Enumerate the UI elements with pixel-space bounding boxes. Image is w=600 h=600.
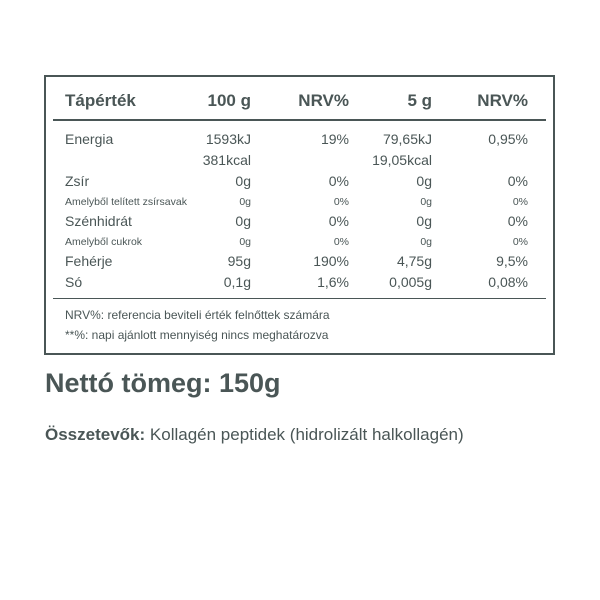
row-nrv-5g: 0%: [512, 236, 528, 248]
table-row: [46, 213, 553, 233]
table-row: [46, 131, 553, 151]
row-nrv-100g: 190%: [313, 253, 349, 269]
row-value-5g: 79,65kJ: [382, 131, 432, 147]
ingredients: [45, 425, 464, 445]
row-value-100g: 0g: [235, 173, 251, 189]
row-value-5g: 19,05kcal: [372, 152, 432, 168]
nutrition-table: [44, 75, 555, 355]
header-nrv-100g: NRV%: [298, 91, 349, 110]
row-label: Energia: [65, 131, 114, 147]
header-divider: [53, 119, 546, 121]
ingredients-text: Kollagén peptidek (hidrolizált halkollagén): [145, 425, 464, 444]
row-nrv-5g: 0,95%: [488, 131, 528, 147]
footnote-not-set: **%: napi ajánlott mennyiség nincs meghatározva: [65, 328, 329, 342]
header-per-5g: 5 g: [407, 91, 432, 110]
row-value-5g: 0,005g: [389, 274, 432, 290]
row-nrv-100g: 0%: [328, 173, 349, 189]
table-row: [46, 152, 553, 172]
header-nutrient: Tápérték: [65, 91, 136, 110]
row-value-100g: 95g: [227, 253, 251, 269]
table-row: [46, 253, 553, 273]
row-label: Só: [65, 274, 83, 290]
table-row: [46, 173, 553, 193]
row-nrv-100g: 0%: [333, 236, 349, 248]
row-nrv-5g: 0%: [512, 196, 528, 208]
row-nrv-5g: 0%: [507, 213, 528, 229]
row-nrv-100g: 0%: [328, 213, 349, 229]
row-label: Fehérje: [65, 253, 113, 269]
header-nrv-5g: NRV%: [477, 91, 528, 110]
footnote-divider: [53, 298, 546, 299]
row-value-100g: 1593kJ: [205, 131, 251, 147]
row-nrv-100g: 0%: [333, 196, 349, 208]
row-label: Amelyből telített zsírsavak: [65, 196, 187, 208]
row-value-5g: 0g: [416, 213, 432, 229]
row-value-5g: 0g: [416, 173, 432, 189]
row-value-100g: 381kcal: [202, 152, 251, 168]
row-label: Szénhidrát: [65, 213, 132, 229]
row-value-100g: 0g: [239, 196, 251, 208]
row-nrv-100g: 19%: [320, 131, 349, 147]
net-weight: Nettó tömeg: 150g: [45, 368, 281, 398]
ingredients-label: Összetevők:: [45, 425, 146, 444]
row-value-5g: 4,75g: [396, 253, 432, 269]
row-value-100g: 0g: [239, 236, 251, 248]
row-label: Amelyből cukrok: [65, 236, 143, 248]
table-row: [46, 274, 553, 294]
row-value-5g: 0g: [420, 196, 432, 208]
row-label: Zsír: [65, 173, 90, 189]
row-nrv-5g: 9,5%: [496, 253, 528, 269]
row-value-100g: 0g: [235, 213, 251, 229]
row-nrv-100g: 1,6%: [317, 274, 349, 290]
table-header: [46, 91, 553, 111]
row-value-100g: 0,1g: [223, 274, 251, 290]
row-nrv-5g: 0%: [507, 173, 528, 189]
row-nrv-5g: 0,08%: [488, 274, 528, 290]
footnote-nrv: NRV%: referencia beviteli érték felnőttek számára: [65, 308, 330, 322]
header-per-100g: 100 g: [207, 91, 251, 110]
row-value-5g: 0g: [420, 236, 432, 248]
